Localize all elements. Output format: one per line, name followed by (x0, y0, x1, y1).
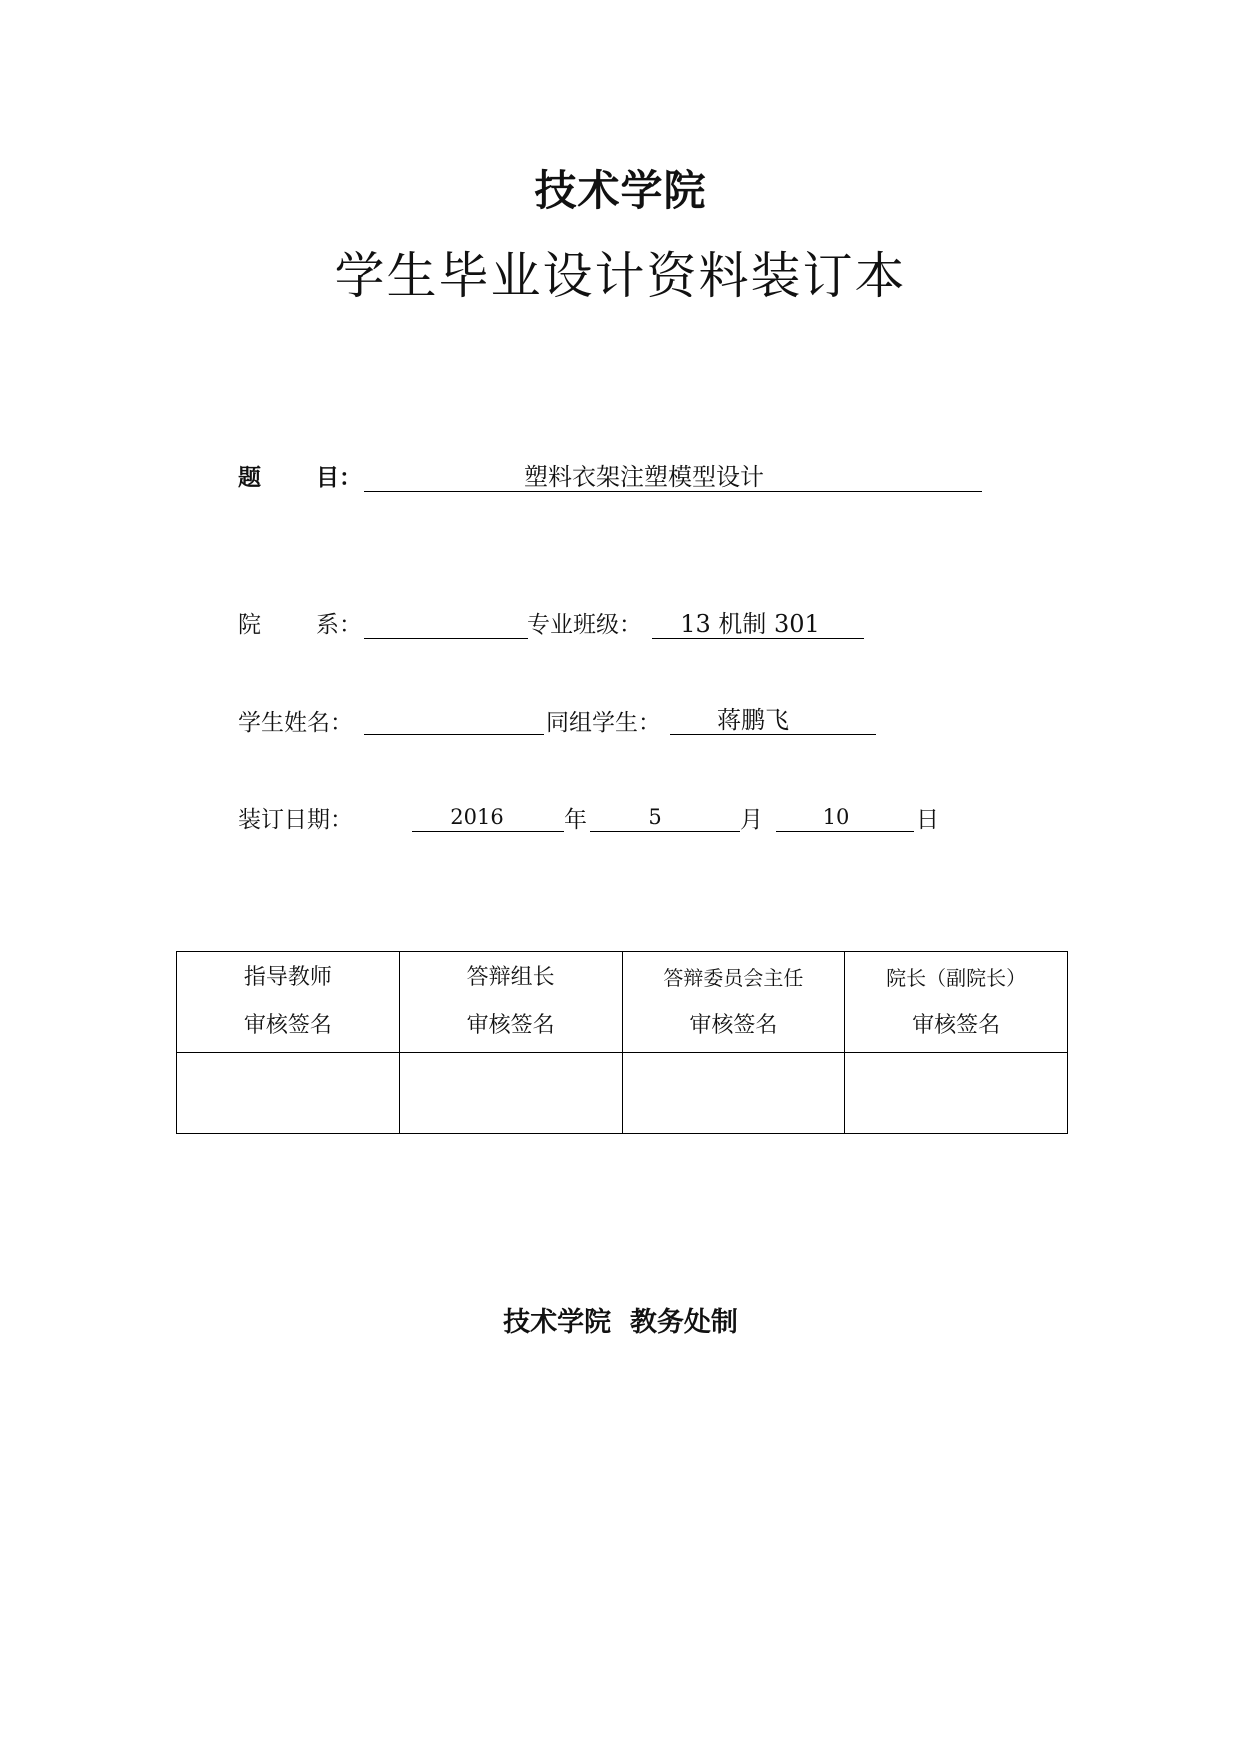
header-defense-leader-line1: 答辩组长 (466, 965, 555, 990)
header-advisor-line2: 审核签名 (243, 1013, 332, 1038)
date-day-field[interactable] (776, 803, 914, 832)
signature-cell-committee-chair[interactable] (622, 1053, 845, 1134)
topic-field[interactable] (364, 463, 982, 492)
header-committee-chair-line1: 答辩委员会主任 (663, 966, 804, 990)
signature-header-committee-chair (622, 952, 845, 1053)
topic-label-b: 目： (316, 465, 362, 491)
major-class-field[interactable] (652, 610, 864, 639)
group-member-label: 同组学生： (546, 710, 661, 736)
department-field[interactable] (364, 610, 528, 639)
header-defense-leader-line2: 审核签名 (466, 1013, 555, 1038)
signature-header-advisor (177, 952, 400, 1053)
major-class-value: 13 机制 301 (680, 610, 820, 638)
department-label-a: 院 (238, 612, 261, 638)
header-dean-line2: 审核签名 (912, 1013, 1001, 1038)
date-year-value: 2016 (450, 805, 504, 829)
topic-label-a: 题 (238, 465, 261, 491)
major-class-label: 专业班级： (527, 612, 642, 638)
signature-header-row (177, 952, 1068, 1053)
student-name-label: 学生姓名： (238, 710, 353, 736)
department-label-b: 系： (316, 612, 362, 638)
date-year-unit: 年 (564, 807, 587, 833)
signature-header-dean (845, 952, 1068, 1053)
signature-table (176, 951, 1068, 1134)
date-day-unit: 日 (916, 807, 939, 833)
institution-title: 技术学院 (534, 166, 707, 215)
header-dean-line1: 院长（副院长） (886, 966, 1027, 990)
student-name-field[interactable] (364, 706, 544, 735)
footer-issuer: 技术学院 教务处制 (503, 1307, 738, 1338)
topic-value: 塑料衣架注塑模型设计 (524, 463, 764, 491)
signature-cell-dean[interactable] (845, 1053, 1068, 1134)
date-month-unit: 月 (740, 807, 763, 833)
group-member-value: 蒋鹏飞 (717, 706, 789, 734)
date-month-value: 5 (648, 805, 662, 829)
date-month-field[interactable] (590, 803, 740, 832)
signature-input-row (177, 1053, 1068, 1134)
signature-cell-defense-leader[interactable] (399, 1053, 622, 1134)
header-advisor-line1: 指导教师 (243, 965, 332, 990)
document-title: 学生毕业设计资料装订本 (334, 247, 907, 305)
date-year-field[interactable] (412, 803, 564, 832)
header-committee-chair-line2: 审核签名 (689, 1013, 778, 1038)
signature-cell-advisor[interactable] (177, 1053, 400, 1134)
signature-header-defense-leader (399, 952, 622, 1053)
binding-date-label: 装订日期： (238, 807, 353, 833)
date-day-value: 10 (822, 805, 850, 829)
group-member-field[interactable] (670, 706, 876, 735)
